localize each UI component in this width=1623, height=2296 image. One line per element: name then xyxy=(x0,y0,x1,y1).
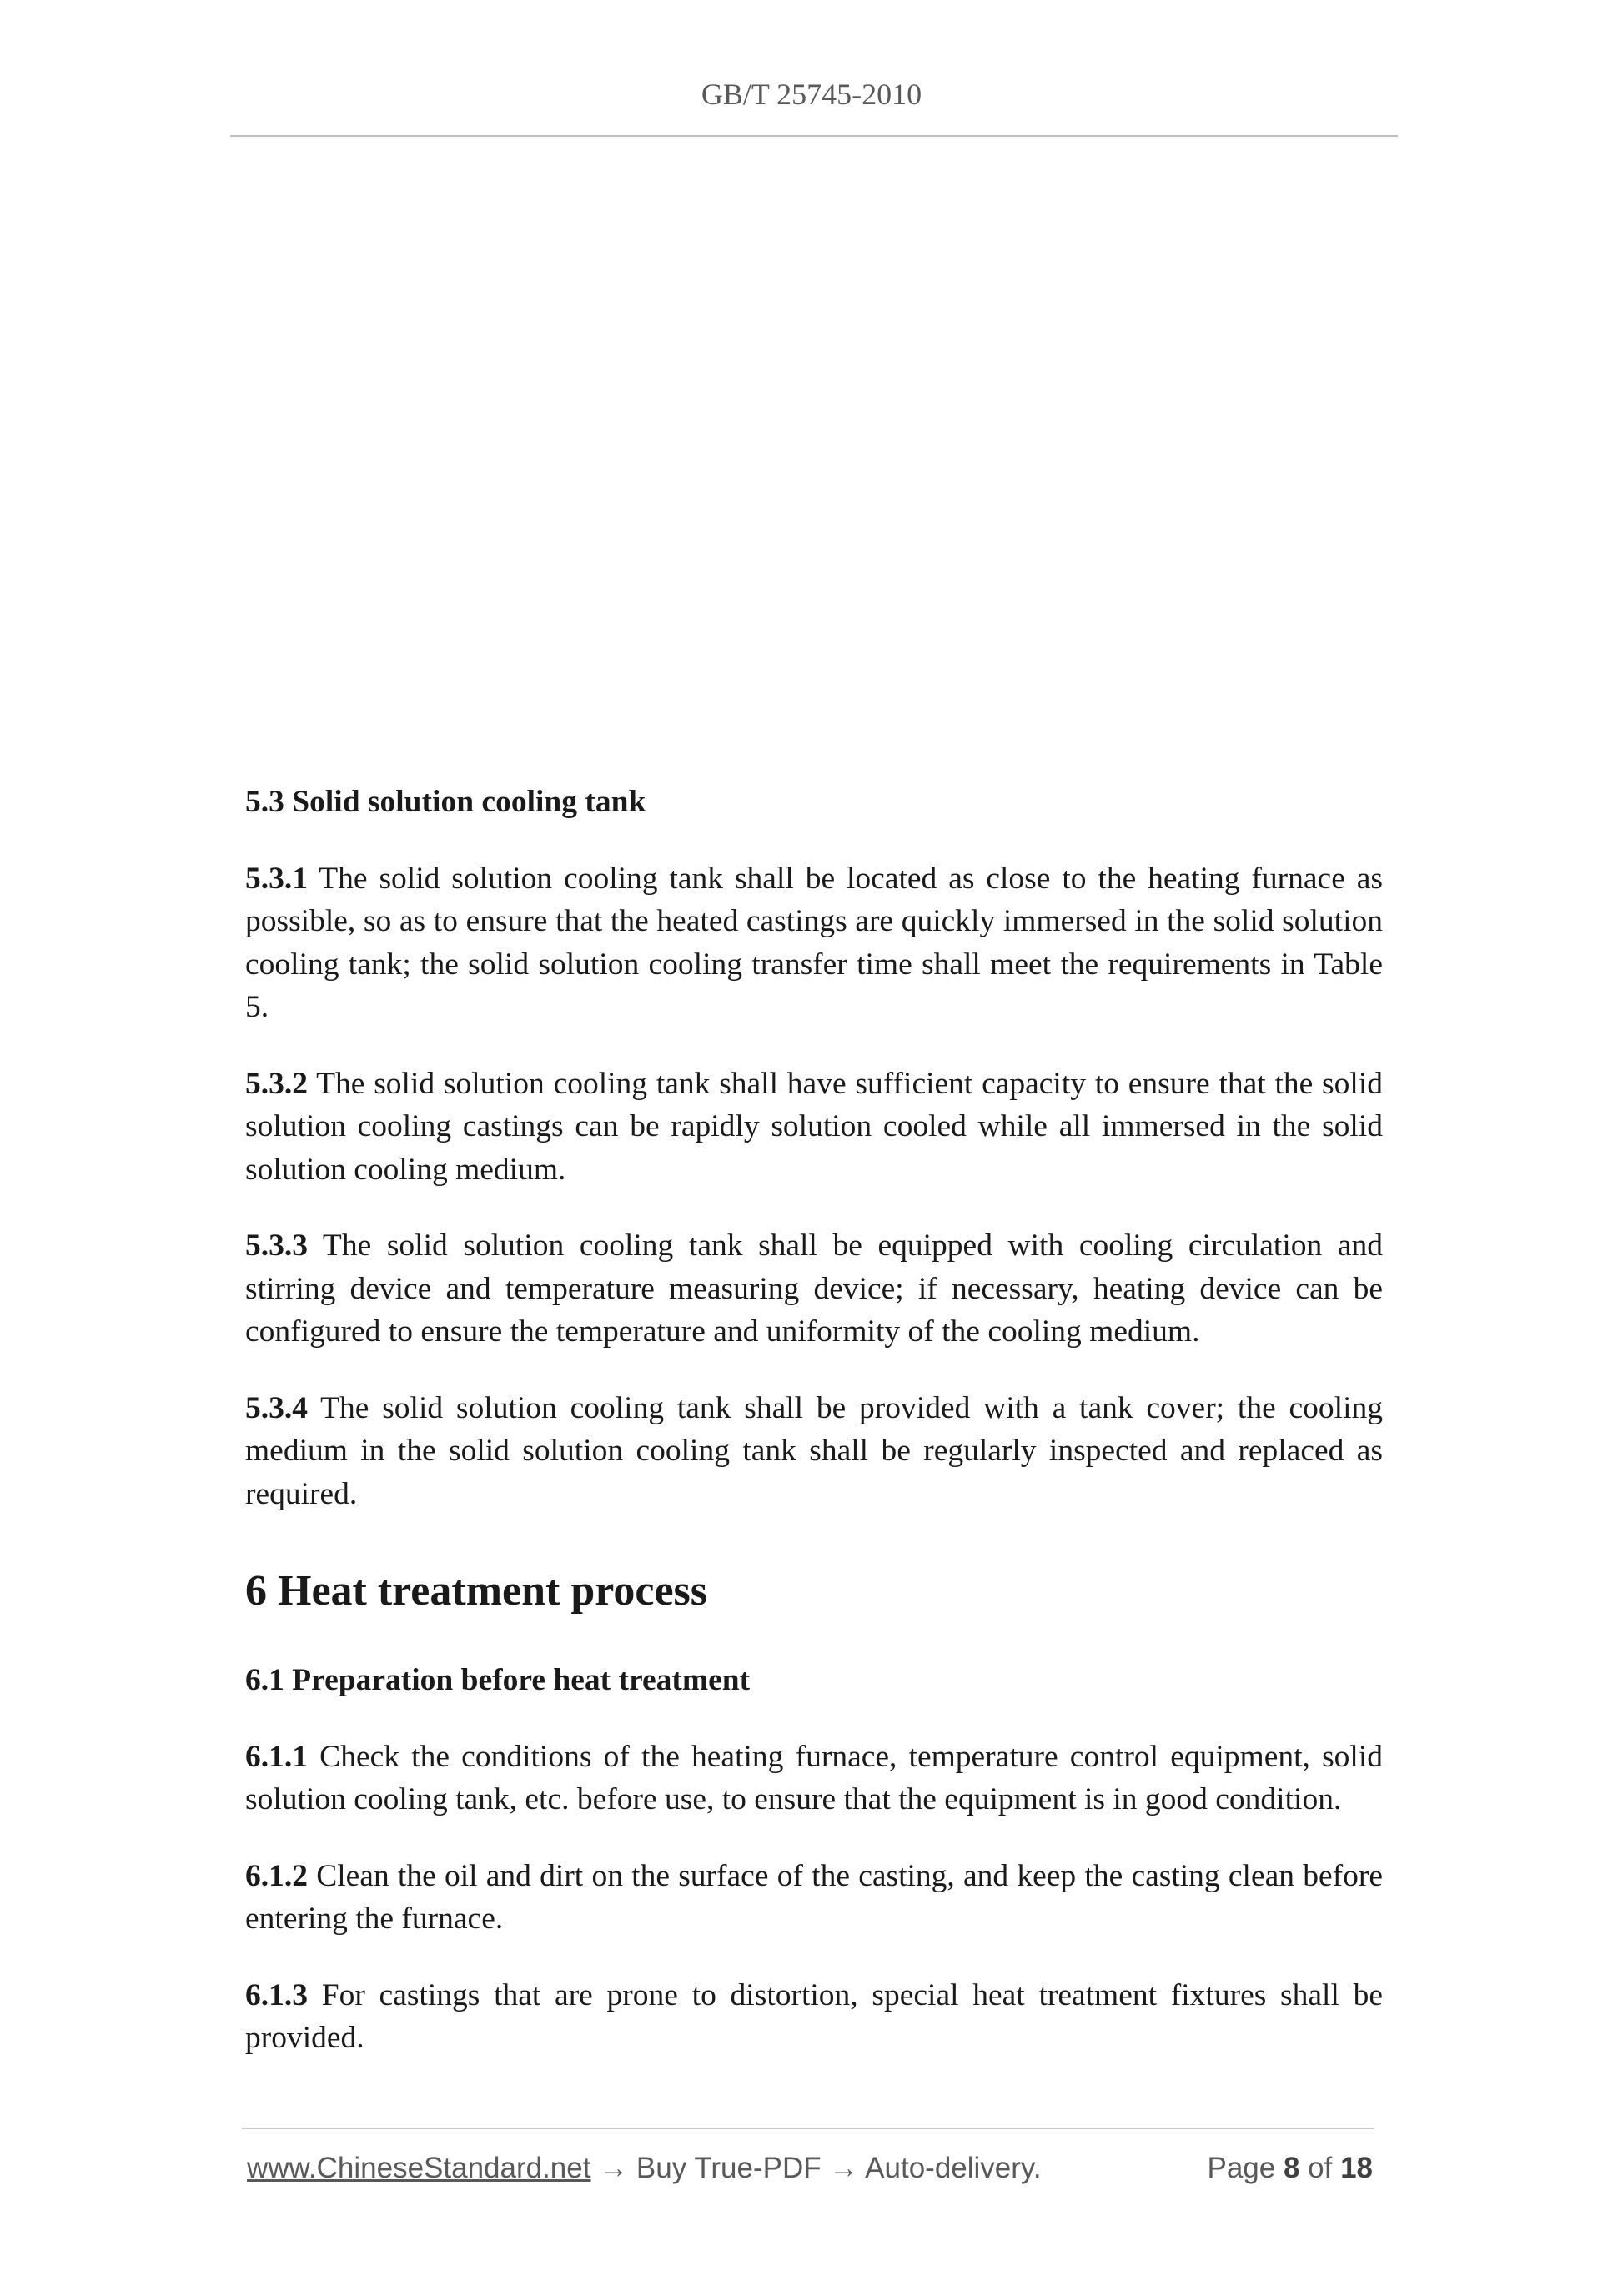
clause-text: For castings that are prone to distortion, special heat treatment fixtures shall be provided. xyxy=(245,1977,1383,2055)
clause-number: 5.3.1 xyxy=(245,861,308,896)
clause-text: The solid solution cooling tank shall have sufficient capacity to ensure that the solid solution cooling castings can be rapidly solution cooled while all immersed in the solid solution cooling medium. xyxy=(245,1066,1383,1187)
clause-text: The solid solution cooling tank shall be provided with a tank cover; the cooling medium in the solid solution cooling tank shall be regularly inspected and replaced as required. xyxy=(245,1390,1383,1511)
footer-promo xyxy=(247,2152,1042,2185)
clause-text: The solid solution cooling tank shall be equipped with cooling circulation and stirring device and temperature measuring device; if necessary, heating device can be configured to ensure the temperature and uniformity of the cooling medium. xyxy=(245,1228,1383,1349)
clause-text: The solid solution cooling tank shall be located as close to the heating furnace as possible, so as to ensure that the heated castings are quickly immersed in the solid solution cooling tank; the solid solution cooling transfer time shall meet the requirements in Table 5. xyxy=(245,861,1383,1024)
page-label: Page xyxy=(1207,2152,1284,2184)
clause-5-3-4 xyxy=(245,1387,1383,1516)
clause-number: 6.1.3 xyxy=(245,1977,308,2012)
clause-5-3-1 xyxy=(245,857,1383,1029)
page-of-label: of xyxy=(1299,2152,1341,2184)
clause-number: 6.1.2 xyxy=(245,1858,308,1893)
page-current: 8 xyxy=(1283,2152,1300,2184)
page-total: 18 xyxy=(1340,2152,1373,2184)
clause-6-1-1 xyxy=(245,1736,1383,1821)
page-body xyxy=(245,781,1383,2093)
clause-6-1-3 xyxy=(245,1974,1383,2060)
header-divider xyxy=(230,135,1398,137)
clause-5-3-2 xyxy=(245,1063,1383,1192)
clause-text: Clean the oil and dirt on the surface of the casting, and keep the casting clean before entering the furnace. xyxy=(245,1858,1383,1936)
page-footer xyxy=(247,2152,1373,2192)
clause-number: 5.3.4 xyxy=(245,1390,308,1425)
page-header-standard-code: GB/T 25745-2010 xyxy=(701,78,922,111)
section-5-3-heading: 5.3 Solid solution cooling tank xyxy=(245,785,646,819)
website-link[interactable]: www.ChineseStandard.net xyxy=(247,2152,591,2184)
footer-divider xyxy=(242,2128,1374,2129)
clause-number: 5.3.2 xyxy=(245,1066,308,1101)
clause-number: 6.1.1 xyxy=(245,1739,308,1774)
clause-5-3-3 xyxy=(245,1224,1383,1354)
section-6-1-heading: 6.1 Preparation before heat treatment xyxy=(245,1663,751,1697)
clause-number: 5.3.3 xyxy=(245,1228,308,1263)
page-number xyxy=(1207,2152,1373,2185)
footer-tagline: → Buy True-PDF → Auto-delivery. xyxy=(590,2152,1042,2184)
clause-6-1-2 xyxy=(245,1855,1383,1941)
section-6-heading: 6 Heat treatment process xyxy=(245,1567,708,1615)
clause-text: Check the conditions of the heating furnace, temperature control equipment, solid solution cooling tank, etc. before use, to ensure that the equipment is in good condition. xyxy=(245,1739,1383,1816)
